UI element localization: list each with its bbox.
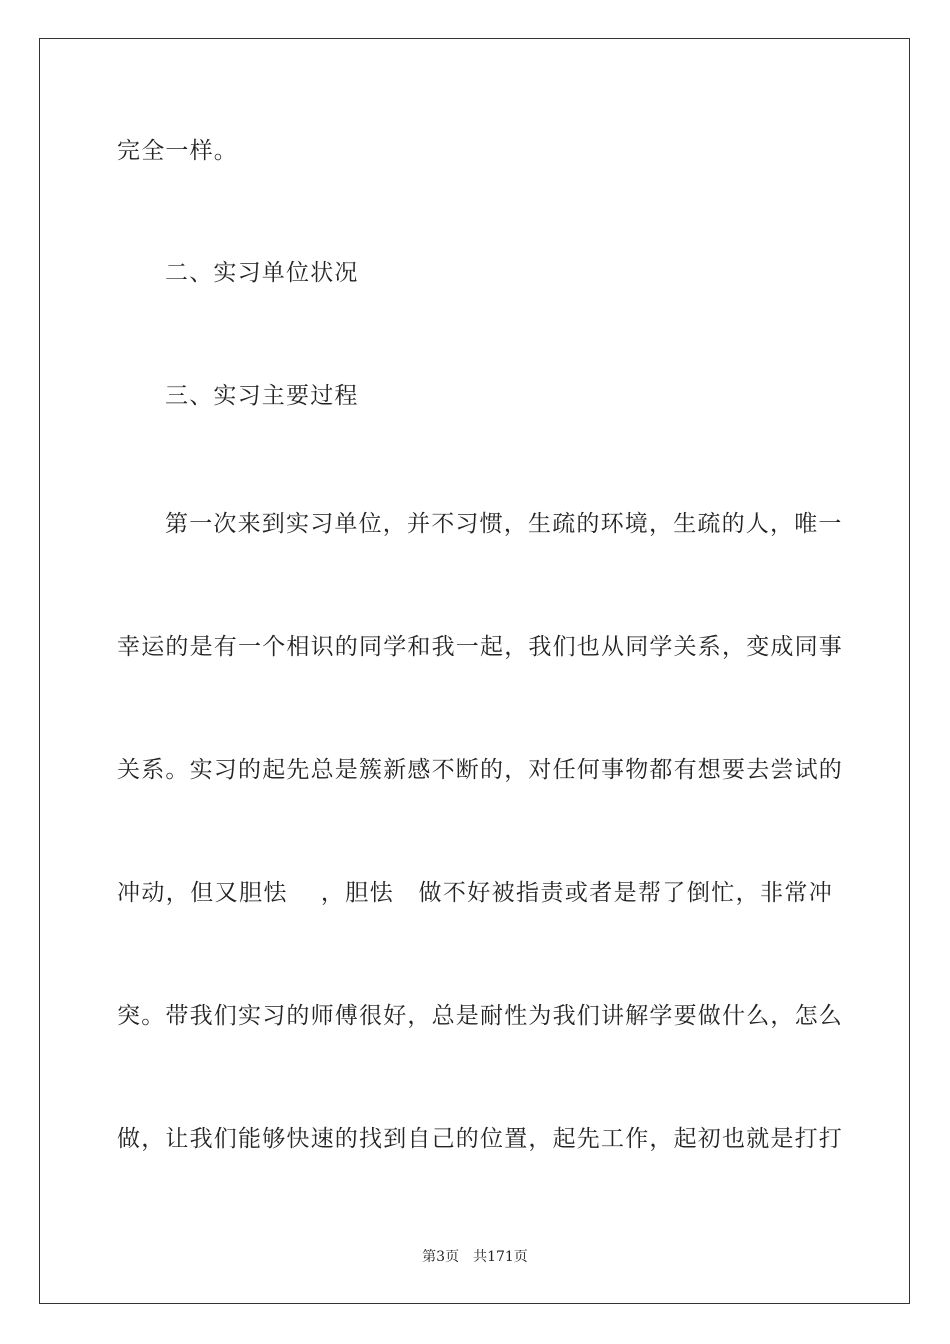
text-line-4: 第一次来到实习单位，并不习惯，生疏的环境，生疏的人，唯一 [165,511,843,537]
text-line-5: 幸运的是有一个相识的同学和我一起，我们也从同学关系，变成同事 [117,634,843,660]
text-line-8: 突。带我们实习的师傅很好，总是耐性为我们讲解学要做什么，怎么 [117,1003,843,1029]
text-line-9: 做，让我们能够快速的找到自己的位置，起先工作，起初也就是打打 [117,1126,843,1152]
heading-internship-process: 三、实习主要过程 [165,383,359,409]
page-border [39,38,910,1304]
text-line-7: 冲动，但又胆怯 ，胆怯 做不好被指责或者是帮了倒忙，非常冲 [117,880,833,906]
text-line-6: 关系。实习的起先总是簇新感不断的，对任何事物都有想要去尝试的 [117,757,843,783]
page-number-footer: 第3页 共171页 [422,1249,528,1265]
heading-internship-unit: 二、实习单位状况 [165,260,359,286]
text-line-1: 完全一样。 [117,138,238,164]
